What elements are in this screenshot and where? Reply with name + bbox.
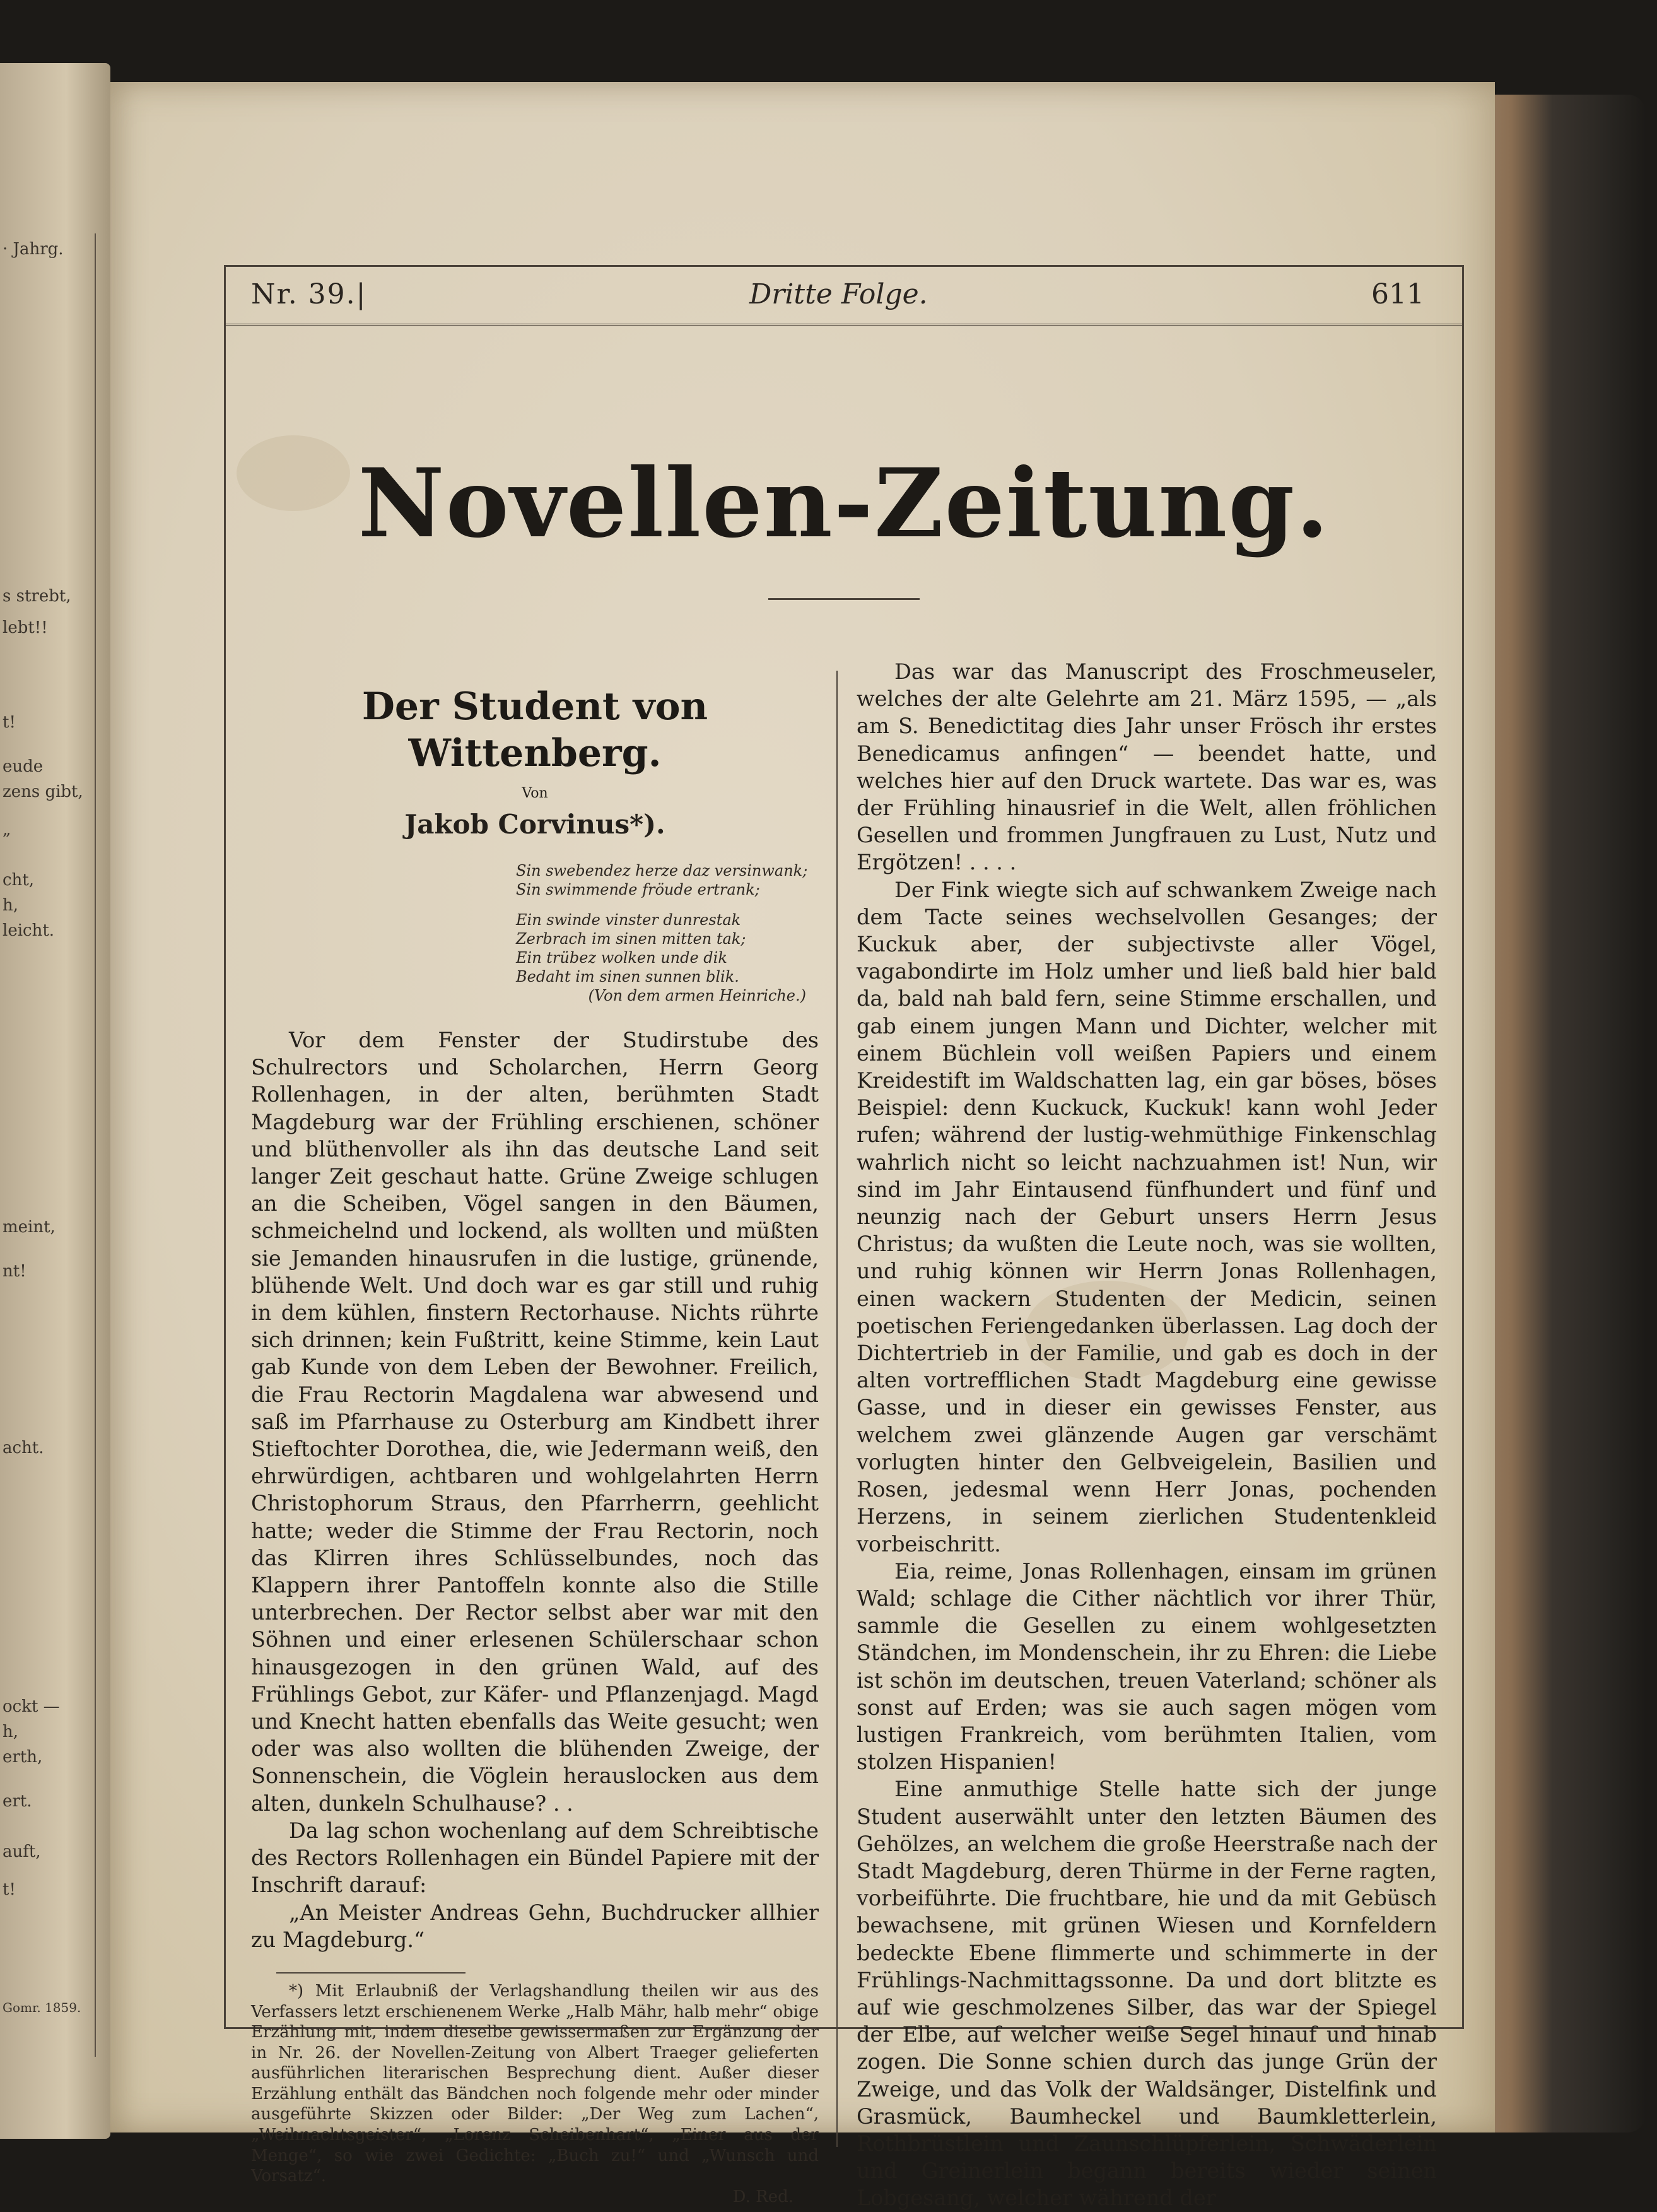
left-fragment: Gomr. 1859. xyxy=(3,2000,81,2015)
footnote-signature: D. Red. xyxy=(732,2187,793,2206)
newspaper-page xyxy=(110,82,1495,2211)
column-divider xyxy=(836,671,838,2147)
left-fragment: leicht. xyxy=(3,921,55,940)
paragraph: Vor dem Fenster der Studirstube des Schulrectors und Scholarchen, Herrn Georg Rollenhagen, in der alten, berühmten Stadt Magdeburg war der Frühling erschienen, schöner und blüthenvoller als ihn das deutsche Land seit langer Zeit geschaut hatte. Grüne Zweige schlugen an die Scheiben, Vögel sangen in den Bäumen, schmeichelnd und lockend, als wollten und müßten sie Jemanden hinausrufen in die lustige, grünende, blühende Welt. Und doch war es gar still und ruhig in dem kühlen, finstern Rectorhause. Nichts rührte sich drinnen; kein Fußtritt, keine Stimme, kein Laut gab Kunde von dem Leben der Bewohner. Freilich, die Frau Rectorin Magdalena war abwesend und saß im Pfarrhause zu Osterburg am Kindbett ihrer Stieftochter Dorothea, die, wie Jedermann weiß, den ehrwürdigen, achtbaren und wohlgelahrten Herrn Christophorum Straus, den Pfarrherrn, geehlicht hatte; weder die Stimme der Frau Rectorin, noch das Klirren ihres Schlüsselbundes, noch das Klappern ihrer Pantoffeln konnte also die Stille unterbrechen. Der Rector selbst aber war mit den Söhnen und einer erlesenen Schülerschaar schon hinausgezogen in den grünen Wald, auf des Frühlings Gebot, zur Käfer- und Pflanzenjagd. Magd und Knecht hatten ebenfalls das Weite gesucht; wen oder was also wollten die blühenden Zweige, der Sonnenschein, die Vöglein herauslocken aus dem alten, dunkeln Schulhause? . . xyxy=(251,1028,819,1816)
footnote xyxy=(251,1981,819,2208)
story-body-left xyxy=(251,1027,819,1953)
left-fragment: ert. xyxy=(3,1792,32,1811)
issue-number: Nr. 39.| xyxy=(251,278,367,310)
paragraph: Da lag schon wochenlang auf dem Schreibtische des Rectors Rollenhagen ein Bündel Papiere mit der Inschrift darauf: xyxy=(251,1818,819,1898)
epigraph-line: Sin swimmende fröude ertrank; xyxy=(516,881,760,898)
left-fragment: zens gibt, xyxy=(3,782,83,801)
masthead-rule xyxy=(768,598,920,600)
left-fragment: t! xyxy=(3,713,16,732)
left-fragment: auft, xyxy=(3,1842,41,1861)
left-fragment: cht, xyxy=(3,871,35,890)
left-column xyxy=(251,658,819,2207)
left-fragment: lebt!! xyxy=(3,618,48,637)
page-header xyxy=(226,267,1462,326)
epigraph-line: Zerbrach im sinen mitten tak; xyxy=(516,930,746,948)
by-label: Von xyxy=(522,785,548,801)
left-fragment: acht. xyxy=(3,1438,44,1457)
page-number: 611 xyxy=(1371,278,1424,310)
epigraph-line: Bedaht im sinen sunnen blik. xyxy=(516,968,739,985)
left-fragment: s strebt, xyxy=(3,587,71,606)
left-page-edge xyxy=(0,63,110,2139)
paragraph: Der Fink wiegte sich auf schwankem Zweige nach dem Tacte seines wechselvollen Gesanges; der Kuckuk aber, der subjectivste aller Vögel, vagabondirte im Holz umher und ließ bald hier bald da, bald nah bald fern, seine Stimme erschallen, und gab einem jungen Mann und Dichter, welcher mit einem Büchlein voll weißen Papiers und einem Kreidestift im Waldschatten lag, ein gar böses, böses Beispiel: denn Kuckuck, Kuckuk! kann wohl Jeder rufen; während der lustig-wehmüthige Finkenschlag wahrlich nicht so leicht nachzuahmen ist! Nun, wir sind im Jahr Eintausend fünfhundert und fünf und neunzig nach der Geburt unsers Herrn Jesus Christus; da wußten die Leute noch, was sie wollten, und ruhig können wir Herrn Jonas Rollenhagen, einen wackern Studenten der Medicin, seinen poetischen Feriengedanken überlassen. Lag doch der Dichtertrieb in der Familie, und gab es doch in der alten vortrefflichen Stadt Magdeburg eine gewisse Gasse, und in dieser ein gewisses Fenster, aus welchem zwei glänzende Augen gar verschämt vorlugten hinter den Gelbveigelein, Basilien und Rosen, jedesmal wenn Herr Jonas, pochenden Herzens, in seinem zierlichen Studentenkleid vorbeischritt. xyxy=(857,877,1437,1556)
epigraph-line: Ein trübez wolken unde dik xyxy=(516,949,727,967)
paragraph: Eine anmuthige Stelle hatte sich der junge Student auserwählt unter den letzten Bäumen des Gehölzes, an welchem die große Heerstraße nach der Stadt Magdeburg, deren Thürme in der Ferne ragten, vorbeiführte. Die fruchtbare, hie und da mit Gebüsch bewachsene, mit grünen Wiesen und Kornfeldern bedeckte Ebene flimmerte und schimmerte in der Frühlings-Nachmittagssonne. Da und dort blitzte es auf wie geschmolzenes Silber, das war der Spiegel der Elbe, auf welcher weiße Segel hinauf und hinab zogen. Die Sonne schien durch das junge Grün der Zweige, und das Volk der Waldsänger, Distelfink und Grasmück, Baumheckel und Baumkletterlein, Rothbrüstlein und Zaunschlüpferlein, Schwäderlein und Greinerlein begann bereits wieder seinen Lobgesang, welcher während der xyxy=(857,1777,1437,2211)
epigraph-line: Ein swinde vinster dunrestak xyxy=(516,911,741,929)
epigraph-gap xyxy=(516,899,819,910)
footnote-rule xyxy=(276,1972,465,1974)
epigraph xyxy=(516,861,819,1005)
right-column xyxy=(857,658,1437,2212)
page-frame xyxy=(224,265,1464,2211)
masthead-title: Novellen-Zeitung. xyxy=(358,448,1330,559)
left-fragment: ockt — xyxy=(3,1697,60,1716)
left-fragment: erth, xyxy=(3,1748,43,1767)
left-fragment: · Jahrg. xyxy=(3,240,64,259)
paragraph: Das war das Manuscript des Froschmeuseler, welches der alte Gelehrte am 21. März 1595, — „als am S. Benedictitag dies Jahr unser Frösch ihr erstes Benedicamus anfingen“ — beendet hatte, und welches hier auf den Druck wartete. Das war es, was der Frühling hinausrief in die Welt, allen fröhlichen Gesellen und frommen Jungfrauen zu Lust, Nutz und Ergötzen! . . . . xyxy=(857,659,1437,875)
left-fragment: t! xyxy=(3,1880,16,1899)
inscription: „An Meister Andreas Gehn, Buchdrucker allhier zu Magdeburg.“ xyxy=(251,1900,819,1952)
left-page-column xyxy=(0,233,96,2057)
epigraph-line: Sin swebendez herze daz versinwank; xyxy=(516,862,808,880)
left-fragment: nt! xyxy=(3,1262,26,1281)
paragraph: Eia, reime, Jonas Rollenhagen, einsam im grünen Wald; schlage die Cither nächtlich vor ihrer Thür, sammle die Gesellen zu einem wohlgesetzten Ständchen, im Mondenschein, ihr zu Ehren: die Liebe ist schön im deutschen, treuen Vaterland; schöner als sonst auf Erden; was sie auch sagen mögen vom lustigen Frankreich, vom berühmten Italien, vom stolzen Hispanien! xyxy=(857,1558,1437,1775)
story-author: Jakob Corvinus*). xyxy=(404,809,665,840)
left-fragment: „ xyxy=(3,820,11,839)
left-fragment: meint, xyxy=(3,1218,56,1237)
left-fragment: h, xyxy=(3,896,19,915)
footnote-text: *) Mit Erlaubniß der Verlagshandlung theilen wir aus des Verfassers letzt erschienenem Werke „Halb Mähr, halb mehr“ obige Erzählung mit, indem dieselbe gewissermaßen zur Ergänzung der in Nr. 26. der Novellen-Zeitung von Albert Traeger gelieferten ausführlichen literarischen Besprechung dient. Außer dieser Erzählung enthält das Bändchen noch folgende mehr oder minder ausgeführte Skizzen oder Bilder: „Der Weg zum Lachen“, „Weihnachtsgeister“, „Lorenz Scheibenhart“, „Einer aus der Menge“, so wie zwei Gedichte: „Buch zu!“ und „Wunsch und Vorsatz“. xyxy=(251,1981,819,2186)
left-fragment: eude xyxy=(3,757,44,776)
epigraph-source: (Von dem armen Heinriche.) xyxy=(588,987,806,1004)
series-label: Dritte Folge. xyxy=(749,278,928,310)
story-title: Der Student von Wittenberg. xyxy=(361,685,708,775)
left-fragment: h, xyxy=(3,1722,19,1741)
